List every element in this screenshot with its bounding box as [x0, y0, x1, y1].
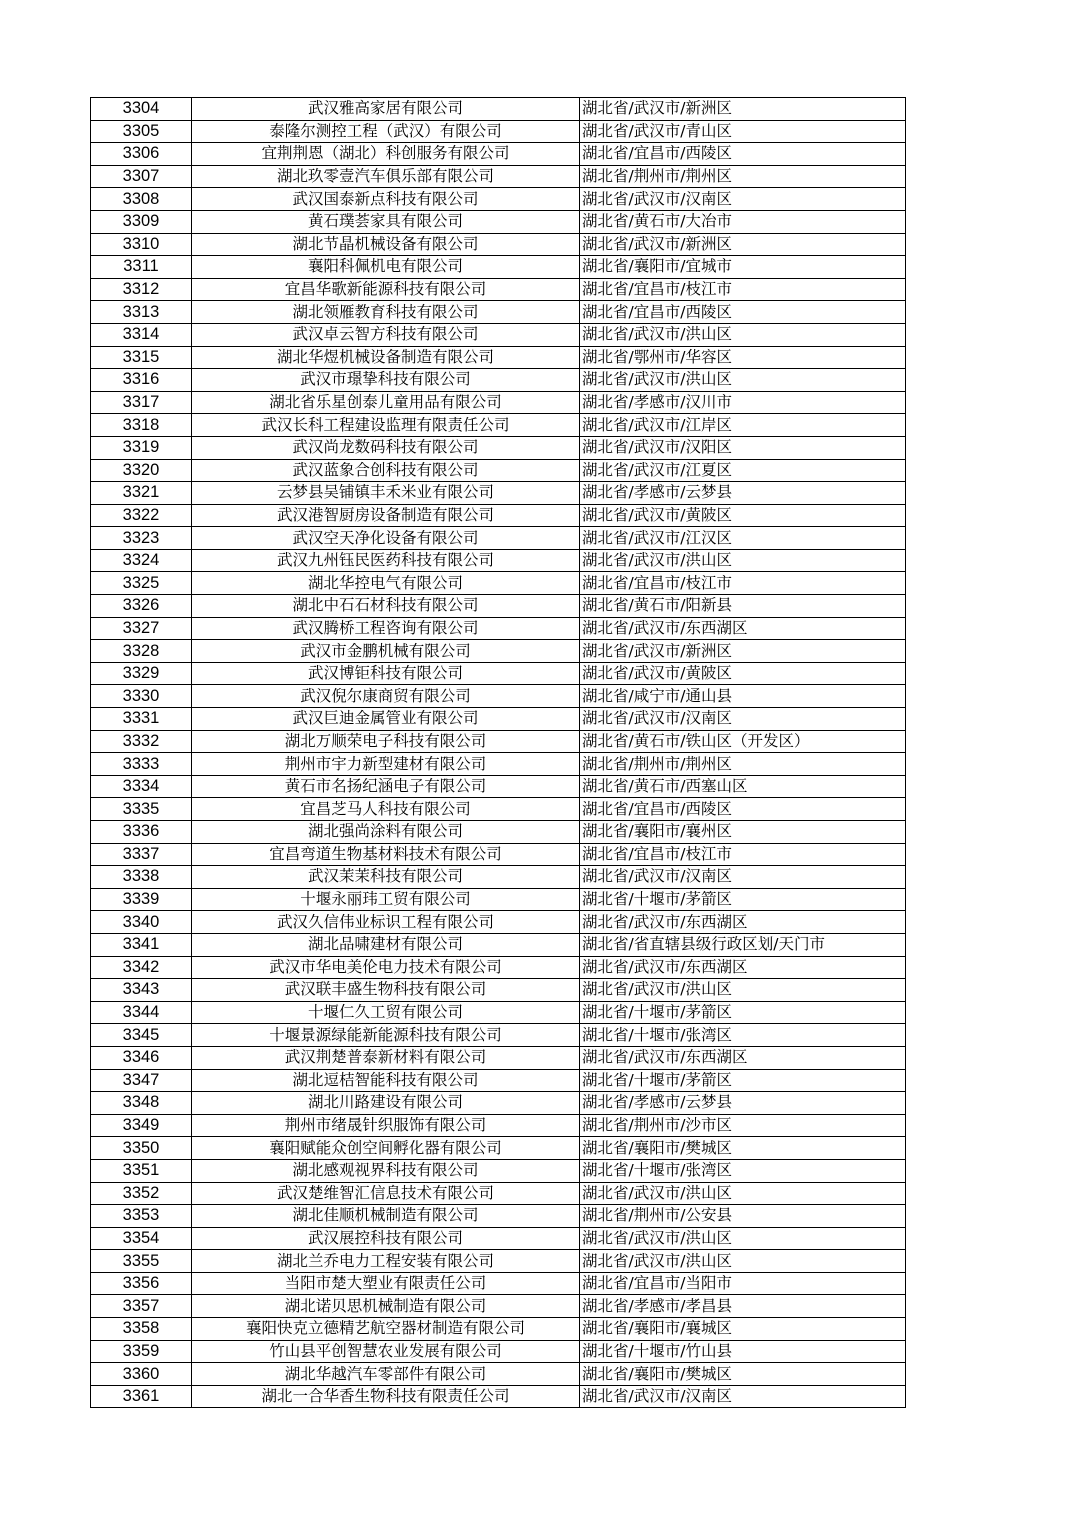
company-name-cell: 湖北品啸建材有限公司	[192, 933, 580, 956]
table-row	[91, 933, 906, 956]
table-row	[91, 1340, 906, 1363]
company-name-cell: 湖北华越汽车零部件有限公司	[192, 1363, 580, 1386]
company-name-cell: 襄阳科佩机电有限公司	[192, 256, 580, 279]
company-name-cell: 武汉市华电美伦电力技术有限公司	[192, 956, 580, 979]
row-number-cell: 3353	[91, 1205, 192, 1228]
region-cell: 湖北省/武汉市/洪山区	[580, 323, 906, 346]
company-name-cell: 湖北省乐星创泰儿童用品有限公司	[192, 391, 580, 414]
row-number-cell: 3328	[91, 640, 192, 663]
region-cell: 湖北省/武汉市/新洲区	[580, 98, 906, 121]
region-cell: 湖北省/襄阳市/樊城区	[580, 1363, 906, 1386]
company-name-cell: 武汉茉茉科技有限公司	[192, 866, 580, 889]
row-number-cell: 3340	[91, 911, 192, 934]
region-cell: 湖北省/孝感市/汉川市	[580, 391, 906, 414]
region-cell: 湖北省/武汉市/江夏区	[580, 459, 906, 482]
row-number-cell: 3316	[91, 369, 192, 392]
region-cell: 湖北省/武汉市/洪山区	[580, 549, 906, 572]
row-number-cell: 3308	[91, 188, 192, 211]
row-number-cell: 3336	[91, 821, 192, 844]
region-cell: 湖北省/武汉市/江汉区	[580, 527, 906, 550]
table-row	[91, 459, 906, 482]
row-number-cell: 3352	[91, 1182, 192, 1205]
company-name-cell: 武汉卓云智方科技有限公司	[192, 323, 580, 346]
region-cell: 湖北省/武汉市/汉南区	[580, 866, 906, 889]
company-name-cell: 武汉尚龙数码科技有限公司	[192, 436, 580, 459]
region-cell: 湖北省/荆州市/荆州区	[580, 165, 906, 188]
row-number-cell: 3311	[91, 256, 192, 279]
region-cell: 湖北省/武汉市/洪山区	[580, 1227, 906, 1250]
company-name-cell: 黄石市名扬纪涵电子有限公司	[192, 775, 580, 798]
table-row	[91, 1250, 906, 1273]
region-cell: 湖北省/宜昌市/当阳市	[580, 1272, 906, 1295]
row-number-cell: 3323	[91, 527, 192, 550]
table-row	[91, 1385, 906, 1408]
company-name-cell: 武汉联丰盛生物科技有限公司	[192, 979, 580, 1002]
company-table-body	[91, 98, 906, 1408]
row-number-cell: 3332	[91, 730, 192, 753]
region-cell: 湖北省/咸宁市/通山县	[580, 685, 906, 708]
company-name-cell: 云梦县吴铺镇丰禾米业有限公司	[192, 482, 580, 505]
company-name-cell: 宜昌弯道生物基材料技术有限公司	[192, 843, 580, 866]
table-row	[91, 549, 906, 572]
region-cell: 湖北省/武汉市/黄陂区	[580, 504, 906, 527]
region-cell: 湖北省/襄阳市/襄州区	[580, 821, 906, 844]
table-row	[91, 233, 906, 256]
region-cell: 湖北省/宜昌市/枝江市	[580, 278, 906, 301]
table-row	[91, 527, 906, 550]
company-name-cell: 湖北华控电气有限公司	[192, 572, 580, 595]
row-number-cell: 3325	[91, 572, 192, 595]
company-name-cell: 宜昌华歌新能源科技有限公司	[192, 278, 580, 301]
company-name-cell: 湖北领雁教育科技有限公司	[192, 301, 580, 324]
row-number-cell: 3327	[91, 617, 192, 640]
region-cell: 湖北省/宜昌市/枝江市	[580, 572, 906, 595]
table-row	[91, 1092, 906, 1115]
table-row	[91, 775, 906, 798]
row-number-cell: 3312	[91, 278, 192, 301]
company-name-cell: 湖北川路建设有限公司	[192, 1092, 580, 1115]
company-name-cell: 武汉博钜科技有限公司	[192, 662, 580, 685]
row-number-cell: 3331	[91, 708, 192, 731]
table-row	[91, 843, 906, 866]
table-row	[91, 1182, 906, 1205]
table-row	[91, 866, 906, 889]
table-row	[91, 685, 906, 708]
row-number-cell: 3330	[91, 685, 192, 708]
row-number-cell: 3344	[91, 1001, 192, 1024]
company-name-cell: 武汉市璟挚科技有限公司	[192, 369, 580, 392]
region-cell: 湖北省/襄阳市/襄城区	[580, 1318, 906, 1341]
company-name-cell: 武汉雅高家居有限公司	[192, 98, 580, 121]
region-cell: 湖北省/孝感市/云梦县	[580, 482, 906, 505]
table-row	[91, 1205, 906, 1228]
company-name-cell: 湖北逗桔智能科技有限公司	[192, 1069, 580, 1092]
table-row	[91, 346, 906, 369]
table-row	[91, 1159, 906, 1182]
company-name-cell: 十堰仁久工贸有限公司	[192, 1001, 580, 1024]
region-cell: 湖北省/宜昌市/西陵区	[580, 798, 906, 821]
company-name-cell: 湖北玖零壹汽车俱乐部有限公司	[192, 165, 580, 188]
table-row	[91, 482, 906, 505]
table-row	[91, 1137, 906, 1160]
region-cell: 湖北省/黄石市/西塞山区	[580, 775, 906, 798]
company-name-cell: 宜昌芝马人科技有限公司	[192, 798, 580, 821]
row-number-cell: 3324	[91, 549, 192, 572]
table-row	[91, 1227, 906, 1250]
company-name-cell: 湖北节晶机械设备有限公司	[192, 233, 580, 256]
company-name-cell: 湖北强尚涂料有限公司	[192, 821, 580, 844]
row-number-cell: 3356	[91, 1272, 192, 1295]
company-name-cell: 武汉港智厨房设备制造有限公司	[192, 504, 580, 527]
row-number-cell: 3351	[91, 1159, 192, 1182]
region-cell: 湖北省/孝感市/云梦县	[580, 1092, 906, 1115]
row-number-cell: 3310	[91, 233, 192, 256]
table-row	[91, 143, 906, 166]
table-row	[91, 1295, 906, 1318]
table-row	[91, 301, 906, 324]
table-row	[91, 888, 906, 911]
region-cell: 湖北省/宜昌市/枝江市	[580, 843, 906, 866]
region-cell: 湖北省/襄阳市/樊城区	[580, 1137, 906, 1160]
company-name-cell: 武汉蓝象合创科技有限公司	[192, 459, 580, 482]
row-number-cell: 3339	[91, 888, 192, 911]
row-number-cell: 3309	[91, 210, 192, 233]
row-number-cell: 3318	[91, 414, 192, 437]
row-number-cell: 3306	[91, 143, 192, 166]
row-number-cell: 3305	[91, 120, 192, 143]
row-number-cell: 3304	[91, 98, 192, 121]
company-name-cell: 湖北万顺荣电子科技有限公司	[192, 730, 580, 753]
region-cell: 湖北省/孝感市/孝昌县	[580, 1295, 906, 1318]
table-row	[91, 821, 906, 844]
row-number-cell: 3342	[91, 956, 192, 979]
company-table	[90, 97, 906, 1408]
table-row	[91, 1046, 906, 1069]
company-name-cell: 武汉巨迪金属管业有限公司	[192, 708, 580, 731]
company-name-cell: 武汉久信伟业标识工程有限公司	[192, 911, 580, 934]
table-row	[91, 708, 906, 731]
company-name-cell: 宜荆荆恩（湖北）科创服务有限公司	[192, 143, 580, 166]
region-cell: 湖北省/武汉市/东西湖区	[580, 1046, 906, 1069]
table-row	[91, 1024, 906, 1047]
table-row	[91, 753, 906, 776]
region-cell: 湖北省/鄂州市/华容区	[580, 346, 906, 369]
table-row	[91, 120, 906, 143]
row-number-cell: 3347	[91, 1069, 192, 1092]
row-number-cell: 3345	[91, 1024, 192, 1047]
row-number-cell: 3313	[91, 301, 192, 324]
company-name-cell: 湖北华煜机械设备制造有限公司	[192, 346, 580, 369]
region-cell: 湖北省/襄阳市/宜城市	[580, 256, 906, 279]
row-number-cell: 3357	[91, 1295, 192, 1318]
region-cell: 湖北省/武汉市/汉南区	[580, 188, 906, 211]
row-number-cell: 3329	[91, 662, 192, 685]
table-row	[91, 1001, 906, 1024]
company-name-cell: 荆州市宇力新型建材有限公司	[192, 753, 580, 776]
table-row	[91, 414, 906, 437]
row-number-cell: 3319	[91, 436, 192, 459]
company-name-cell: 武汉荆楚普泰新材料有限公司	[192, 1046, 580, 1069]
table-row	[91, 1272, 906, 1295]
row-number-cell: 3337	[91, 843, 192, 866]
company-name-cell: 湖北中石石材科技有限公司	[192, 595, 580, 618]
row-number-cell: 3314	[91, 323, 192, 346]
row-number-cell: 3317	[91, 391, 192, 414]
company-name-cell: 十堰永丽玮工贸有限公司	[192, 888, 580, 911]
table-row	[91, 210, 906, 233]
table-row	[91, 617, 906, 640]
company-name-cell: 湖北兰乔电力工程安装有限公司	[192, 1250, 580, 1273]
table-row	[91, 165, 906, 188]
company-name-cell: 武汉国泰新点科技有限公司	[192, 188, 580, 211]
region-cell: 湖北省/武汉市/洪山区	[580, 369, 906, 392]
region-cell: 湖北省/十堰市/茅箭区	[580, 1069, 906, 1092]
company-name-cell: 武汉空天净化设备有限公司	[192, 527, 580, 550]
company-name-cell: 武汉展控科技有限公司	[192, 1227, 580, 1250]
region-cell: 湖北省/武汉市/汉阳区	[580, 436, 906, 459]
row-number-cell: 3320	[91, 459, 192, 482]
company-name-cell: 湖北佳顺机械制造有限公司	[192, 1205, 580, 1228]
region-cell: 湖北省/武汉市/新洲区	[580, 233, 906, 256]
table-row	[91, 98, 906, 121]
company-name-cell: 湖北感观视界科技有限公司	[192, 1159, 580, 1182]
row-number-cell: 3307	[91, 165, 192, 188]
company-name-cell: 武汉楚维智汇信息技术有限公司	[192, 1182, 580, 1205]
table-row	[91, 911, 906, 934]
company-name-cell: 竹山县平创智慧农业发展有限公司	[192, 1340, 580, 1363]
row-number-cell: 3360	[91, 1363, 192, 1386]
region-cell: 湖北省/武汉市/新洲区	[580, 640, 906, 663]
region-cell: 湖北省/荆州市/荆州区	[580, 753, 906, 776]
region-cell: 湖北省/武汉市/洪山区	[580, 979, 906, 1002]
row-number-cell: 3334	[91, 775, 192, 798]
table-row	[91, 595, 906, 618]
company-name-cell: 武汉市金鹏机械有限公司	[192, 640, 580, 663]
table-row	[91, 256, 906, 279]
table-row	[91, 572, 906, 595]
company-name-cell: 武汉倪尔康商贸有限公司	[192, 685, 580, 708]
table-row	[91, 278, 906, 301]
row-number-cell: 3315	[91, 346, 192, 369]
row-number-cell: 3349	[91, 1114, 192, 1137]
table-row	[91, 323, 906, 346]
region-cell: 湖北省/宜昌市/西陵区	[580, 143, 906, 166]
row-number-cell: 3361	[91, 1385, 192, 1408]
region-cell: 湖北省/黄石市/大冶市	[580, 210, 906, 233]
region-cell: 湖北省/黄石市/铁山区（开发区）	[580, 730, 906, 753]
region-cell: 湖北省/黄石市/阳新县	[580, 595, 906, 618]
table-row	[91, 798, 906, 821]
company-name-cell: 泰隆尔测控工程（武汉）有限公司	[192, 120, 580, 143]
region-cell: 湖北省/十堰市/张湾区	[580, 1159, 906, 1182]
region-cell: 湖北省/武汉市/洪山区	[580, 1182, 906, 1205]
row-number-cell: 3354	[91, 1227, 192, 1250]
region-cell: 湖北省/武汉市/汉南区	[580, 708, 906, 731]
company-name-cell: 襄阳快克立德精艺航空器材制造有限公司	[192, 1318, 580, 1341]
company-name-cell: 武汉腾桥工程咨询有限公司	[192, 617, 580, 640]
region-cell: 湖北省/武汉市/江岸区	[580, 414, 906, 437]
row-number-cell: 3326	[91, 595, 192, 618]
company-name-cell: 武汉九州钰民医药科技有限公司	[192, 549, 580, 572]
company-name-cell: 十堰景源绿能新能源科技有限公司	[192, 1024, 580, 1047]
table-row	[91, 662, 906, 685]
row-number-cell: 3359	[91, 1340, 192, 1363]
row-number-cell: 3346	[91, 1046, 192, 1069]
region-cell: 湖北省/十堰市/茅箭区	[580, 888, 906, 911]
region-cell: 湖北省/省直辖县级行政区划/天门市	[580, 933, 906, 956]
row-number-cell: 3341	[91, 933, 192, 956]
table-row	[91, 640, 906, 663]
table-row	[91, 1318, 906, 1341]
region-cell: 湖北省/十堰市/竹山县	[580, 1340, 906, 1363]
row-number-cell: 3343	[91, 979, 192, 1002]
row-number-cell: 3348	[91, 1092, 192, 1115]
table-row	[91, 504, 906, 527]
company-name-cell: 武汉长科工程建设监理有限责任公司	[192, 414, 580, 437]
region-cell: 湖北省/武汉市/洪山区	[580, 1250, 906, 1273]
company-name-cell: 黄石璞荟家具有限公司	[192, 210, 580, 233]
table-row	[91, 188, 906, 211]
row-number-cell: 3338	[91, 866, 192, 889]
company-name-cell: 荆州市绪晟针织服饰有限公司	[192, 1114, 580, 1137]
company-name-cell: 湖北一合华香生物科技有限责任公司	[192, 1385, 580, 1408]
table-row	[91, 1363, 906, 1386]
table-row	[91, 1114, 906, 1137]
row-number-cell: 3358	[91, 1318, 192, 1341]
region-cell: 湖北省/武汉市/东西湖区	[580, 956, 906, 979]
region-cell: 湖北省/武汉市/青山区	[580, 120, 906, 143]
table-row	[91, 730, 906, 753]
region-cell: 湖北省/武汉市/汉南区	[580, 1385, 906, 1408]
row-number-cell: 3355	[91, 1250, 192, 1273]
region-cell: 湖北省/荆州市/公安县	[580, 1205, 906, 1228]
table-row	[91, 956, 906, 979]
row-number-cell: 3321	[91, 482, 192, 505]
region-cell: 湖北省/十堰市/茅箭区	[580, 1001, 906, 1024]
table-row	[91, 369, 906, 392]
row-number-cell: 3333	[91, 753, 192, 776]
company-name-cell: 当阳市楚大塑业有限责任公司	[192, 1272, 580, 1295]
table-row	[91, 979, 906, 1002]
region-cell: 湖北省/宜昌市/西陵区	[580, 301, 906, 324]
region-cell: 湖北省/十堰市/张湾区	[580, 1024, 906, 1047]
region-cell: 湖北省/武汉市/黄陂区	[580, 662, 906, 685]
row-number-cell: 3335	[91, 798, 192, 821]
table-row	[91, 436, 906, 459]
table-row	[91, 1069, 906, 1092]
row-number-cell: 3322	[91, 504, 192, 527]
table-row	[91, 391, 906, 414]
company-name-cell: 襄阳赋能众创空间孵化器有限公司	[192, 1137, 580, 1160]
region-cell: 湖北省/武汉市/东西湖区	[580, 911, 906, 934]
row-number-cell: 3350	[91, 1137, 192, 1160]
company-name-cell: 湖北诺贝思机械制造有限公司	[192, 1295, 580, 1318]
region-cell: 湖北省/荆州市/沙市区	[580, 1114, 906, 1137]
region-cell: 湖北省/武汉市/东西湖区	[580, 617, 906, 640]
